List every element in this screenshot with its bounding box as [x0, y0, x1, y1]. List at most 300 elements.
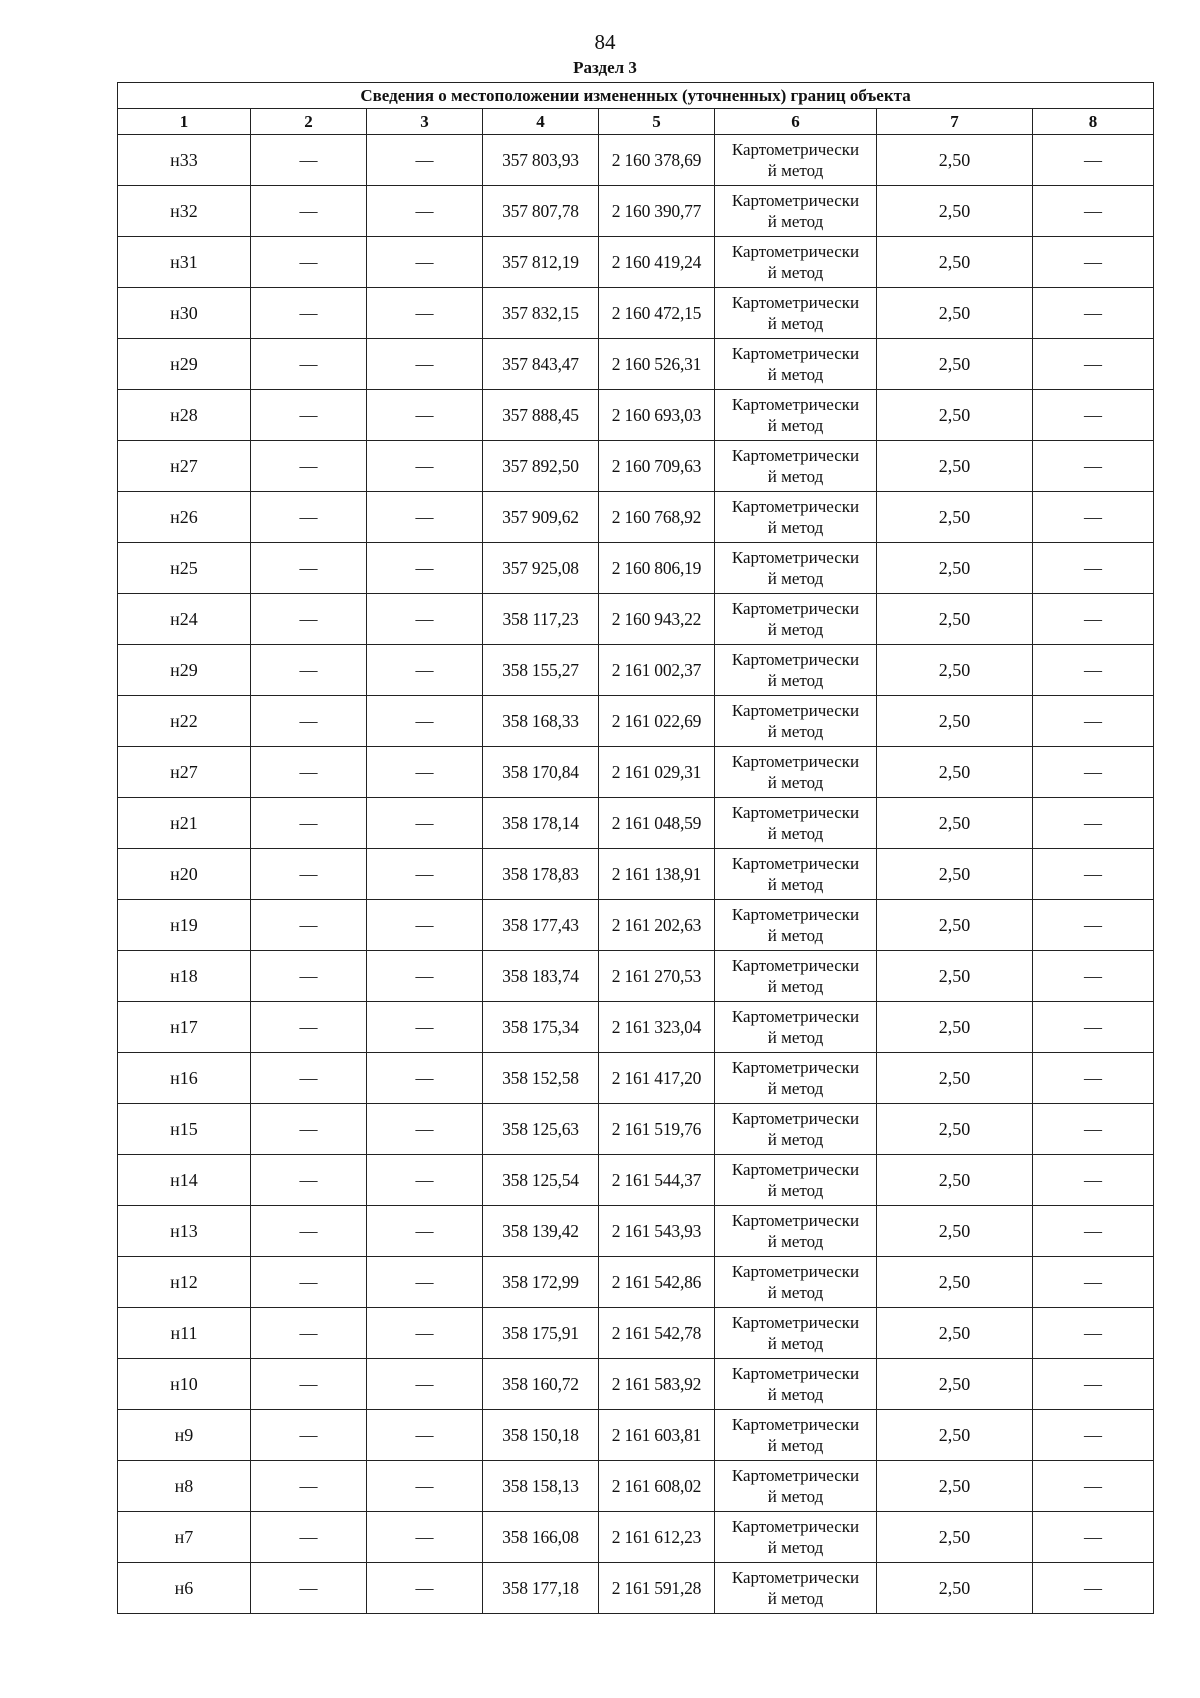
empty-dash-cell: — — [1033, 339, 1154, 390]
empty-dash-cell: — — [367, 1410, 483, 1461]
empty-dash-cell: — — [251, 543, 367, 594]
method-text: Картометрически — [731, 905, 860, 924]
y-coordinate-cell: 2 161 138,91 — [599, 849, 715, 900]
empty-dash-cell: — — [1033, 747, 1154, 798]
column-number-header: 8 — [1033, 109, 1154, 135]
x-coordinate-cell: 357 803,93 — [483, 135, 599, 186]
x-coordinate-cell: 358 168,33 — [483, 696, 599, 747]
column-number-row — [118, 109, 1154, 135]
empty-dash-cell: — — [1033, 288, 1154, 339]
point-name-cell: н31 — [118, 237, 251, 288]
empty-dash-cell: — — [367, 1257, 483, 1308]
point-name-cell: н30 — [118, 288, 251, 339]
empty-dash-cell: — — [1033, 645, 1154, 696]
method-cell — [715, 1257, 877, 1308]
empty-dash-cell: — — [251, 1359, 367, 1410]
table-row — [118, 339, 1154, 390]
accuracy-cell: 2,50 — [877, 1206, 1033, 1257]
y-coordinate-cell: 2 160 943,22 — [599, 594, 715, 645]
method-text: Картометрически — [731, 293, 860, 312]
method-text: й метод — [767, 620, 824, 639]
point-name-cell: н21 — [118, 798, 251, 849]
empty-dash-cell: — — [251, 696, 367, 747]
table-row — [118, 1308, 1154, 1359]
method-text: Картометрически — [731, 242, 860, 261]
empty-dash-cell: — — [1033, 1308, 1154, 1359]
empty-dash-cell: — — [251, 1104, 367, 1155]
empty-dash-cell: — — [1033, 390, 1154, 441]
empty-dash-cell: — — [251, 1002, 367, 1053]
y-coordinate-cell: 2 161 608,02 — [599, 1461, 715, 1512]
x-coordinate-cell: 358 150,18 — [483, 1410, 599, 1461]
table-row — [118, 1563, 1154, 1614]
accuracy-cell: 2,50 — [877, 543, 1033, 594]
empty-dash-cell: — — [1033, 1257, 1154, 1308]
table-row — [118, 1257, 1154, 1308]
y-coordinate-cell: 2 161 323,04 — [599, 1002, 715, 1053]
empty-dash-cell: — — [1033, 1104, 1154, 1155]
empty-dash-cell: — — [251, 1461, 367, 1512]
method-text: й метод — [767, 1130, 824, 1149]
x-coordinate-cell: 358 172,99 — [483, 1257, 599, 1308]
empty-dash-cell: — — [367, 237, 483, 288]
y-coordinate-cell: 2 161 543,93 — [599, 1206, 715, 1257]
point-name-cell: н15 — [118, 1104, 251, 1155]
accuracy-cell: 2,50 — [877, 1359, 1033, 1410]
empty-dash-cell: — — [367, 1308, 483, 1359]
accuracy-cell: 2,50 — [877, 1155, 1033, 1206]
accuracy-cell: 2,50 — [877, 1104, 1033, 1155]
table-row — [118, 594, 1154, 645]
method-text: Картометрически — [731, 854, 860, 873]
empty-dash-cell: — — [251, 1410, 367, 1461]
y-coordinate-cell: 2 161 417,20 — [599, 1053, 715, 1104]
accuracy-cell: 2,50 — [877, 1053, 1033, 1104]
table-row — [118, 1104, 1154, 1155]
empty-dash-cell: — — [1033, 1002, 1154, 1053]
point-name-cell: н33 — [118, 135, 251, 186]
y-coordinate-cell: 2 161 270,53 — [599, 951, 715, 1002]
accuracy-cell: 2,50 — [877, 594, 1033, 645]
method-text: й метод — [767, 1181, 824, 1200]
accuracy-cell: 2,50 — [877, 1461, 1033, 1512]
x-coordinate-cell: 357 888,45 — [483, 390, 599, 441]
method-text: Картометрически — [731, 599, 860, 618]
method-text: й метод — [767, 926, 824, 945]
empty-dash-cell: — — [1033, 441, 1154, 492]
empty-dash-cell: — — [251, 900, 367, 951]
point-name-cell: н28 — [118, 390, 251, 441]
method-cell — [715, 798, 877, 849]
point-name-cell: н14 — [118, 1155, 251, 1206]
method-cell — [715, 849, 877, 900]
table-row — [118, 237, 1154, 288]
x-coordinate-cell: 358 160,72 — [483, 1359, 599, 1410]
table-row — [118, 1155, 1154, 1206]
page-number: 84 — [594, 30, 616, 54]
point-name-cell: н13 — [118, 1206, 251, 1257]
empty-dash-cell: — — [367, 951, 483, 1002]
x-coordinate-cell: 358 178,83 — [483, 849, 599, 900]
column-number-header: 7 — [877, 109, 1033, 135]
accuracy-cell: 2,50 — [877, 135, 1033, 186]
method-cell — [715, 747, 877, 798]
empty-dash-cell: — — [1033, 696, 1154, 747]
method-cell — [715, 135, 877, 186]
method-text: Картометрически — [731, 1211, 860, 1230]
method-text: Картометрически — [731, 344, 860, 363]
table-row — [118, 900, 1154, 951]
point-name-cell: н7 — [118, 1512, 251, 1563]
empty-dash-cell: — — [251, 645, 367, 696]
empty-dash-cell: — — [367, 390, 483, 441]
method-text: Картометрически — [731, 446, 860, 465]
method-cell — [715, 1410, 877, 1461]
accuracy-cell: 2,50 — [877, 441, 1033, 492]
table-row — [118, 1461, 1154, 1512]
method-text: й метод — [767, 1028, 824, 1047]
y-coordinate-cell: 2 160 693,03 — [599, 390, 715, 441]
empty-dash-cell: — — [251, 1206, 367, 1257]
point-name-cell: н8 — [118, 1461, 251, 1512]
method-text: й метод — [767, 875, 824, 894]
empty-dash-cell: — — [367, 492, 483, 543]
method-text: й метод — [767, 1436, 824, 1455]
x-coordinate-cell: 358 183,74 — [483, 951, 599, 1002]
method-text: й метод — [767, 671, 824, 690]
empty-dash-cell: — — [251, 288, 367, 339]
empty-dash-cell: — — [367, 1359, 483, 1410]
accuracy-cell: 2,50 — [877, 339, 1033, 390]
method-text: Картометрически — [731, 650, 860, 669]
empty-dash-cell: — — [251, 441, 367, 492]
empty-dash-cell: — — [251, 1512, 367, 1563]
empty-dash-cell: — — [251, 135, 367, 186]
point-name-cell: н27 — [118, 441, 251, 492]
method-cell — [715, 390, 877, 441]
point-name-cell: н25 — [118, 543, 251, 594]
point-name-cell: н24 — [118, 594, 251, 645]
method-text: Картометрически — [731, 140, 860, 159]
empty-dash-cell: — — [367, 1563, 483, 1614]
method-cell — [715, 951, 877, 1002]
empty-dash-cell: — — [367, 798, 483, 849]
point-name-cell: н18 — [118, 951, 251, 1002]
table-row — [118, 492, 1154, 543]
table-row — [118, 288, 1154, 339]
point-name-cell: н32 — [118, 186, 251, 237]
empty-dash-cell: — — [1033, 1461, 1154, 1512]
empty-dash-cell: — — [1033, 1512, 1154, 1563]
method-cell — [715, 645, 877, 696]
column-number-header: 6 — [715, 109, 877, 135]
empty-dash-cell: — — [367, 645, 483, 696]
method-text: й метод — [767, 1487, 824, 1506]
empty-dash-cell: — — [1033, 1053, 1154, 1104]
x-coordinate-cell: 358 158,13 — [483, 1461, 599, 1512]
y-coordinate-cell: 2 160 806,19 — [599, 543, 715, 594]
accuracy-cell: 2,50 — [877, 492, 1033, 543]
empty-dash-cell: — — [251, 1308, 367, 1359]
method-cell — [715, 492, 877, 543]
accuracy-cell: 2,50 — [877, 1257, 1033, 1308]
y-coordinate-cell: 2 161 202,63 — [599, 900, 715, 951]
method-text: Картометрически — [731, 1364, 860, 1383]
empty-dash-cell: — — [251, 1155, 367, 1206]
method-cell — [715, 288, 877, 339]
x-coordinate-cell: 358 175,91 — [483, 1308, 599, 1359]
method-text: Картометрически — [731, 1415, 860, 1434]
table-row — [118, 441, 1154, 492]
empty-dash-cell: — — [1033, 1155, 1154, 1206]
empty-dash-cell: — — [251, 747, 367, 798]
table-row — [118, 1002, 1154, 1053]
y-coordinate-cell: 2 161 029,31 — [599, 747, 715, 798]
x-coordinate-cell: 357 925,08 — [483, 543, 599, 594]
x-coordinate-cell: 357 807,78 — [483, 186, 599, 237]
table-row — [118, 849, 1154, 900]
method-text: Картометрически — [731, 752, 860, 771]
y-coordinate-cell: 2 161 542,86 — [599, 1257, 715, 1308]
method-cell — [715, 186, 877, 237]
point-name-cell: н29 — [118, 645, 251, 696]
method-cell — [715, 1155, 877, 1206]
accuracy-cell: 2,50 — [877, 747, 1033, 798]
accuracy-cell: 2,50 — [877, 1563, 1033, 1614]
empty-dash-cell: — — [367, 900, 483, 951]
table-caption: Сведения о местоположении измененных (уточненных) границ объекта — [118, 83, 1154, 109]
column-number-header: 3 — [367, 109, 483, 135]
empty-dash-cell: — — [1033, 492, 1154, 543]
method-text: й метод — [767, 161, 824, 180]
method-cell — [715, 1563, 877, 1614]
point-name-cell: н26 — [118, 492, 251, 543]
x-coordinate-cell: 357 892,50 — [483, 441, 599, 492]
y-coordinate-cell: 2 160 419,24 — [599, 237, 715, 288]
point-name-cell: н6 — [118, 1563, 251, 1614]
method-text: й метод — [767, 1232, 824, 1251]
point-name-cell: н17 — [118, 1002, 251, 1053]
accuracy-cell: 2,50 — [877, 798, 1033, 849]
method-text: й метод — [767, 467, 824, 486]
y-coordinate-cell: 2 161 542,78 — [599, 1308, 715, 1359]
accuracy-cell: 2,50 — [877, 1410, 1033, 1461]
method-cell — [715, 543, 877, 594]
column-number-header: 5 — [599, 109, 715, 135]
method-text: Картометрически — [731, 1058, 860, 1077]
empty-dash-cell: — — [367, 135, 483, 186]
method-cell — [715, 594, 877, 645]
empty-dash-cell: — — [1033, 237, 1154, 288]
x-coordinate-cell: 358 170,84 — [483, 747, 599, 798]
method-text: й метод — [767, 824, 824, 843]
empty-dash-cell: — — [367, 186, 483, 237]
y-coordinate-cell: 2 161 002,37 — [599, 645, 715, 696]
method-text: Картометрически — [731, 803, 860, 822]
method-text: й метод — [767, 773, 824, 792]
method-text: й метод — [767, 314, 824, 333]
method-cell — [715, 1104, 877, 1155]
method-text: Картометрически — [731, 191, 860, 210]
method-text: Картометрически — [731, 497, 860, 516]
empty-dash-cell: — — [1033, 135, 1154, 186]
y-coordinate-cell: 2 161 583,92 — [599, 1359, 715, 1410]
method-cell — [715, 1512, 877, 1563]
method-text: Картометрически — [731, 1466, 860, 1485]
accuracy-cell: 2,50 — [877, 951, 1033, 1002]
point-name-cell: н20 — [118, 849, 251, 900]
empty-dash-cell: — — [251, 492, 367, 543]
empty-dash-cell: — — [251, 237, 367, 288]
point-name-cell: н19 — [118, 900, 251, 951]
method-text: Картометрически — [731, 1007, 860, 1026]
empty-dash-cell: — — [1033, 543, 1154, 594]
method-text: й метод — [767, 1538, 824, 1557]
empty-dash-cell: — — [251, 594, 367, 645]
x-coordinate-cell: 358 175,34 — [483, 1002, 599, 1053]
x-coordinate-cell: 358 125,54 — [483, 1155, 599, 1206]
method-cell — [715, 696, 877, 747]
accuracy-cell: 2,50 — [877, 288, 1033, 339]
x-coordinate-cell: 358 152,58 — [483, 1053, 599, 1104]
method-text: Картометрически — [731, 956, 860, 975]
point-name-cell: н12 — [118, 1257, 251, 1308]
point-name-cell: н16 — [118, 1053, 251, 1104]
empty-dash-cell: — — [1033, 594, 1154, 645]
column-number-header: 1 — [118, 109, 251, 135]
accuracy-cell: 2,50 — [877, 900, 1033, 951]
empty-dash-cell: — — [1033, 849, 1154, 900]
method-text: й метод — [767, 518, 824, 537]
method-cell — [715, 900, 877, 951]
empty-dash-cell: — — [251, 798, 367, 849]
method-text: Картометрически — [731, 1313, 860, 1332]
empty-dash-cell: — — [251, 1257, 367, 1308]
empty-dash-cell: — — [367, 696, 483, 747]
method-text: й метод — [767, 263, 824, 282]
method-cell — [715, 1053, 877, 1104]
x-coordinate-cell: 358 178,14 — [483, 798, 599, 849]
empty-dash-cell: — — [251, 186, 367, 237]
x-coordinate-cell: 358 155,27 — [483, 645, 599, 696]
empty-dash-cell: — — [1033, 1563, 1154, 1614]
empty-dash-cell: — — [367, 339, 483, 390]
method-text: Картометрически — [731, 1568, 860, 1587]
empty-dash-cell: — — [251, 951, 367, 1002]
method-text: й метод — [767, 1283, 824, 1302]
accuracy-cell: 2,50 — [877, 1512, 1033, 1563]
y-coordinate-cell: 2 160 709,63 — [599, 441, 715, 492]
x-coordinate-cell: 357 909,62 — [483, 492, 599, 543]
method-cell — [715, 1308, 877, 1359]
x-coordinate-cell: 358 166,08 — [483, 1512, 599, 1563]
method-text: й метод — [767, 416, 824, 435]
table-body — [118, 135, 1154, 1614]
method-text: Картометрически — [731, 1262, 860, 1281]
empty-dash-cell: — — [367, 1461, 483, 1512]
accuracy-cell: 2,50 — [877, 696, 1033, 747]
empty-dash-cell: — — [251, 849, 367, 900]
empty-dash-cell: — — [367, 1002, 483, 1053]
table-row — [118, 1410, 1154, 1461]
method-cell — [715, 1002, 877, 1053]
x-coordinate-cell: 358 177,43 — [483, 900, 599, 951]
empty-dash-cell: — — [1033, 1206, 1154, 1257]
empty-dash-cell: — — [367, 1206, 483, 1257]
empty-dash-cell: — — [367, 1155, 483, 1206]
empty-dash-cell: — — [367, 1104, 483, 1155]
x-coordinate-cell: 357 832,15 — [483, 288, 599, 339]
method-cell — [715, 441, 877, 492]
method-cell — [715, 1206, 877, 1257]
x-coordinate-cell: 358 177,18 — [483, 1563, 599, 1614]
method-text: й метод — [767, 1079, 824, 1098]
table-row — [118, 1206, 1154, 1257]
accuracy-cell: 2,50 — [877, 849, 1033, 900]
table-row — [118, 1512, 1154, 1563]
method-text: й метод — [767, 1589, 824, 1608]
accuracy-cell: 2,50 — [877, 237, 1033, 288]
x-coordinate-cell: 358 117,23 — [483, 594, 599, 645]
y-coordinate-cell: 2 160 390,77 — [599, 186, 715, 237]
table-row — [118, 135, 1154, 186]
boundary-coordinates-table — [117, 82, 1154, 1614]
y-coordinate-cell: 2 161 519,76 — [599, 1104, 715, 1155]
empty-dash-cell: — — [367, 747, 483, 798]
x-coordinate-cell: 358 125,63 — [483, 1104, 599, 1155]
empty-dash-cell: — — [251, 339, 367, 390]
y-coordinate-cell: 2 160 768,92 — [599, 492, 715, 543]
column-number-header: 2 — [251, 109, 367, 135]
empty-dash-cell: — — [367, 594, 483, 645]
method-text: й метод — [767, 212, 824, 231]
y-coordinate-cell: 2 161 612,23 — [599, 1512, 715, 1563]
y-coordinate-cell: 2 161 048,59 — [599, 798, 715, 849]
point-name-cell: н29 — [118, 339, 251, 390]
point-name-cell: н9 — [118, 1410, 251, 1461]
method-text: Картометрически — [731, 1517, 860, 1536]
method-text: Картометрически — [731, 548, 860, 567]
accuracy-cell: 2,50 — [877, 1002, 1033, 1053]
table-row — [118, 390, 1154, 441]
accuracy-cell: 2,50 — [877, 390, 1033, 441]
table-row — [118, 951, 1154, 1002]
table-row — [118, 1359, 1154, 1410]
point-name-cell: н27 — [118, 747, 251, 798]
empty-dash-cell: — — [251, 390, 367, 441]
y-coordinate-cell: 2 161 022,69 — [599, 696, 715, 747]
empty-dash-cell: — — [367, 288, 483, 339]
point-name-cell: н10 — [118, 1359, 251, 1410]
y-coordinate-cell: 2 161 544,37 — [599, 1155, 715, 1206]
empty-dash-cell: — — [251, 1053, 367, 1104]
method-cell — [715, 339, 877, 390]
empty-dash-cell: — — [367, 849, 483, 900]
method-text: й метод — [767, 1385, 824, 1404]
x-coordinate-cell: 358 139,42 — [483, 1206, 599, 1257]
method-text: й метод — [767, 977, 824, 996]
section-title: Раздел 3 — [573, 58, 637, 77]
y-coordinate-cell: 2 160 526,31 — [599, 339, 715, 390]
empty-dash-cell: — — [367, 1512, 483, 1563]
empty-dash-cell: — — [1033, 798, 1154, 849]
point-name-cell: н11 — [118, 1308, 251, 1359]
empty-dash-cell: — — [367, 1053, 483, 1104]
empty-dash-cell: — — [1033, 1410, 1154, 1461]
y-coordinate-cell: 2 161 591,28 — [599, 1563, 715, 1614]
column-number-header: 4 — [483, 109, 599, 135]
empty-dash-cell: — — [367, 441, 483, 492]
